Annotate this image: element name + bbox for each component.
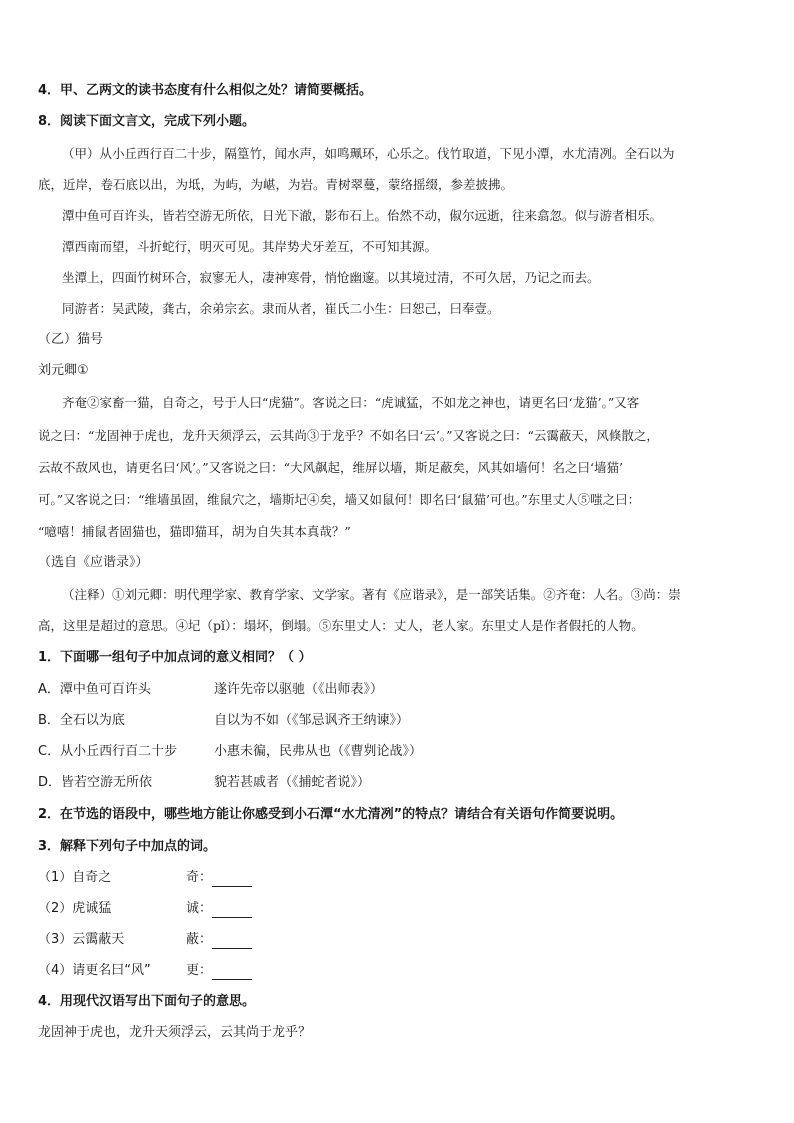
answer-blank[interactable]: [212, 967, 252, 980]
answer-blank[interactable]: [212, 905, 252, 918]
passage-jia-p4: 坐潭上，四面竹树环合，寂寥无人，凄神寒骨，悄怆幽邃。以其境过清，不可久居，乃记之而去。: [62, 270, 600, 285]
passage-yi-author: 刘元卿①: [38, 363, 89, 378]
q3-item-3-answer[interactable]: [186, 931, 252, 949]
answer-blank[interactable]: [212, 874, 252, 887]
option-b-left: B．全石以为底: [38, 713, 125, 728]
passage-yi-line1: 齐奄②家畜一猫，自奇之，号于人曰“虎猫”。客说之曰：“虎诚猛，不如龙之神也，请更名曰‘龙猫’。”又客: [62, 395, 640, 410]
passage-jia-p3: 潭西南而望，斗折蛇行，明灭可见。其岸势犬牙差互，不可知其源。: [62, 239, 438, 254]
q3-item-3-sentence: （3）云霭蔽天: [38, 932, 125, 947]
question-1-stem: 1．下面哪一组句子中加点词的意义相同？（ ）: [38, 650, 312, 665]
option-b[interactable]: [38, 712, 125, 730]
option-d[interactable]: [38, 774, 152, 792]
option-c-left: C．从小丘西行百二十步: [38, 744, 178, 759]
passage-jia-p5: 同游者：吴武陵，龚古，余弟宗玄。隶而从者，崔氏二小生：曰恕己，曰奉壹。: [62, 301, 500, 316]
option-a-left: A．潭中鱼可百许头: [38, 682, 151, 697]
option-c[interactable]: [38, 743, 177, 761]
q3-item-2-sentence: （2）虎诚猛: [38, 901, 112, 916]
passage-yi-title: （乙）猫号: [38, 332, 104, 347]
question-8-title: 8．阅读下面文言文，完成下列小题。: [38, 114, 256, 129]
q3-item-1-answer[interactable]: [186, 869, 252, 887]
question-4-stem: 4．用现代汉语写出下面句子的意思。: [38, 994, 256, 1009]
q3-item-4-answer[interactable]: [186, 962, 252, 980]
passage-yi-line4: 可。”又客说之曰：“维墙虽固，维鼠穴之，墙斯圮④矣，墙又如鼠何！即名曰‘鼠猫’可也。”东里丈人⑤嗤之曰：: [38, 492, 641, 507]
passage-yi-line5: “噫嘻！捕鼠者固猫也，猫即猫耳，胡为自失其本真哉？”: [38, 524, 351, 539]
q3-item-3-word: 蔽：: [186, 932, 213, 947]
option-a-right: 遂许先帝以驱驰（《出师表》）: [214, 682, 384, 697]
annotation-line2: 高，这里是超过的意思。④圮（pǐ）：塌坏，倒塌。⑤东里丈人：丈人，老人家。东里丈人是作者假托的人物。: [38, 618, 644, 633]
passage-yi-source: （选自《应谐录》）: [38, 555, 149, 570]
passage-yi-line2: 说之曰：“龙固神于虎也，龙升天须浮云，云其尚③于龙乎？不如名曰‘云’。”又客说之曰：“云霭蔽天，风倏散之，: [38, 428, 659, 443]
passage-jia-p1-line2: 底，近岸，卷石底以出，为坻，为屿，为嵁，为岩。青树翠蔓，蒙络摇缀，参差披拂。: [38, 177, 514, 192]
option-b-right: 自以为不如（《邹忌讽齐王纳谏》）: [214, 713, 410, 728]
q3-item-1-word: 奇：: [186, 870, 213, 885]
prev-question-4: 4．甲、乙两文的读书态度有什么相似之处？请简要概括。: [38, 83, 373, 98]
passage-yi-line3: 云故不敌风也，请更名曰‘风’。”又客说之曰：“大风飙起，维屏以墙，斯足蔽矣，风其如墙何！名之曰‘墙猫’: [38, 460, 623, 475]
q3-item-4-word: 更：: [186, 963, 213, 978]
option-d-right: 貌若甚戚者（《捕蛇者说》）: [214, 775, 371, 790]
annotation-line1: （注释）①刘元卿：明代理学家、教育学家、文学家。著有《应谐录》，是一部笑话集。②齐奄：人名。③尚：崇: [62, 587, 681, 602]
answer-blank[interactable]: [212, 936, 252, 949]
q3-item-2-word: 诚：: [186, 901, 213, 916]
question-3-stem: 3．解释下列句子中加点的词。: [38, 839, 217, 854]
q3-item-2-answer[interactable]: [186, 900, 252, 918]
question-4-sentence: 龙固神于虎也，龙升天须浮云，云其尚于龙乎？: [38, 1025, 312, 1040]
option-c-right: 小惠未徧，民弗从也（《曹刿论战》）: [214, 744, 423, 759]
passage-jia-p1-line1: （甲）从小丘西行百二十步，隔篁竹，闻水声，如鸣珮环，心乐之。伐竹取道，下见小潭，水尤清冽。全石以为: [62, 146, 675, 161]
option-d-left: D．皆若空游无所依: [38, 775, 153, 790]
q3-item-1-sentence: （1）自奇之: [38, 870, 112, 885]
question-2-stem: 2．在节选的语段中，哪些地方能让你感受到小石潭“水尤清冽”的特点？请结合有关语句作简要说明。: [38, 807, 624, 822]
option-a[interactable]: [38, 681, 151, 699]
q3-item-4-sentence: （4）请更名曰“风”: [38, 963, 151, 978]
passage-jia-p2: 潭中鱼可百许头，皆若空游无所依，日光下澈，影布石上。佁然不动，俶尔远逝，往来翕忽。似与游者相乐。: [62, 208, 663, 223]
